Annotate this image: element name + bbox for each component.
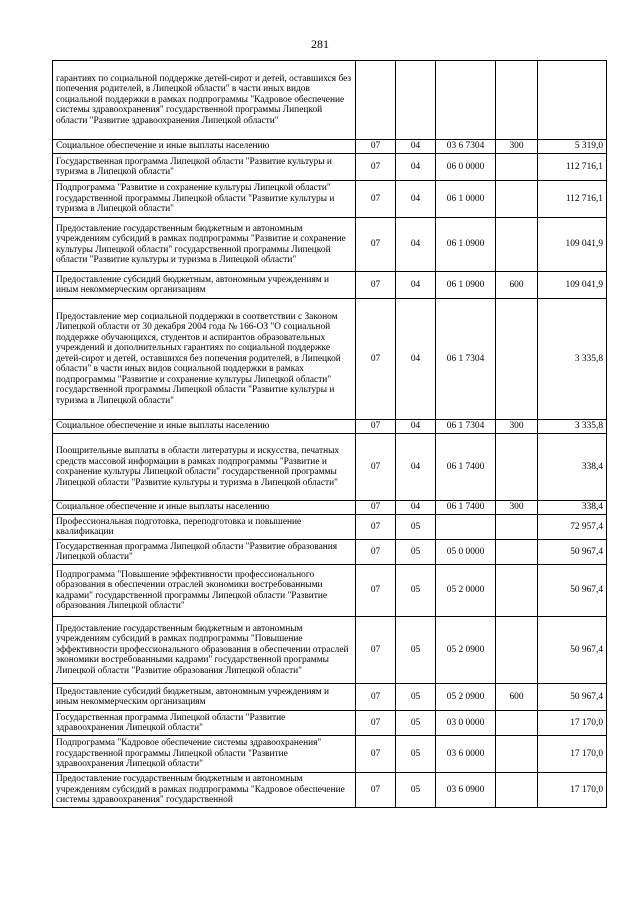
row-subsection-cell: 04 [396,420,436,434]
row-target-article-cell: 06 1 0900 [436,272,496,299]
row-target-article-cell [436,61,496,140]
row-expense-type-cell [496,434,538,501]
row-target-article-cell: 03 6 0900 [436,773,496,808]
row-target-article-cell: 06 0 0000 [436,154,496,181]
row-amount-cell: 109 041,9 [538,218,607,272]
page-number: 281 [311,37,329,51]
row-expense-type-cell [496,617,538,684]
row-subsection-cell: 04 [396,218,436,272]
row-section-cell: 07 [356,515,396,540]
row-subsection-cell: 05 [396,540,436,565]
table-row [53,154,607,181]
row-section-cell [356,61,396,140]
row-amount-cell: 50 967,4 [538,617,607,684]
row-target-article-cell: 06 1 7304 [436,420,496,434]
row-expense-type-cell [496,736,538,773]
row-amount-cell: 3 335,8 [538,420,607,434]
row-subsection-cell: 05 [396,736,436,773]
row-expense-type-cell [496,218,538,272]
row-target-article-cell: 06 1 7400 [436,434,496,501]
row-amount-cell: 112 716,1 [538,154,607,181]
row-expense-type-cell [496,540,538,565]
row-subsection-cell [396,61,436,140]
row-name-cell: Государственная программа Липецкой области "Развитие культуры и туризма в Липецкой области" [53,154,356,181]
row-expense-type-cell [496,154,538,181]
row-subsection-cell: 05 [396,773,436,808]
table-row [53,773,607,808]
row-expense-type-cell [496,515,538,540]
row-target-article-cell: 06 1 7304 [436,299,496,420]
row-section-cell: 07 [356,181,396,218]
row-name-cell: Предоставление государственным бюджетным и автономным учреждениям субсидий в рамках подпрограммы "Кадровое обеспечение системы здравоохранения" государственной [53,773,356,808]
row-name-cell: Подпрограмма "Повышение эффективности профессионального образования в обеспечении отраслей экономики востребованными кадрами" государственной программы Липецкой области "Развитие образования Липецкой области" [53,565,356,617]
budget-table [52,60,607,808]
row-subsection-cell: 05 [396,565,436,617]
row-name-cell: Государственная программа Липецкой области "Развитие образования Липецкой области" [53,540,356,565]
row-subsection-cell: 04 [396,154,436,181]
row-expense-type-cell [496,773,538,808]
row-target-article-cell: 05 2 0000 [436,565,496,617]
row-target-article-cell [436,515,496,540]
row-amount-cell: 5 319,0 [538,140,607,154]
row-name-cell: Социальное обеспечение и иные выплаты населению [53,140,356,154]
row-section-cell: 07 [356,420,396,434]
row-amount-cell: 112 716,1 [538,181,607,218]
row-section-cell: 07 [356,711,396,736]
row-section-cell: 07 [356,565,396,617]
row-section-cell: 07 [356,272,396,299]
row-subsection-cell: 04 [396,140,436,154]
row-amount-cell: 50 967,4 [538,565,607,617]
row-amount-cell: 338,4 [538,501,607,515]
row-target-article-cell: 05 2 0900 [436,617,496,684]
row-subsection-cell: 05 [396,617,436,684]
row-target-article-cell: 05 0 0000 [436,540,496,565]
row-amount-cell: 72 957,4 [538,515,607,540]
row-amount-cell: 17 170,0 [538,773,607,808]
table-row [53,140,607,154]
row-name-cell: Предоставление субсидий бюджетным, автономным учреждениям и иным некоммерческим организациям [53,272,356,299]
row-name-cell: Государственная программа Липецкой области "Развитие здравоохранения Липецкой области" [53,711,356,736]
row-name-cell: Подпрограмма "Кадровое обеспечение системы здравоохранения" государственной программы Липецкой области "Развитие здравоохранения Липецкой области" [53,736,356,773]
row-target-article-cell: 03 6 7304 [436,140,496,154]
table-row [53,565,607,617]
table-row [53,711,607,736]
row-name-cell: Предоставление государственным бюджетным и автономным учреждениям субсидий в рамках подпрограммы "Развитие и сохранение культуры Липецкой области" государственной программы Липецкой области "Развитие культуры и туризма в Липецкой области" [53,218,356,272]
table-row [53,61,607,140]
row-expense-type-cell [496,181,538,218]
table-row [53,434,607,501]
table-row [53,181,607,218]
row-subsection-cell: 04 [396,501,436,515]
row-amount-cell: 50 967,4 [538,540,607,565]
row-section-cell: 07 [356,154,396,181]
row-section-cell: 07 [356,501,396,515]
table-row [53,501,607,515]
row-amount-cell: 3 335,8 [538,299,607,420]
row-amount-cell [538,61,607,140]
row-expense-type-cell: 600 [496,684,538,711]
row-target-article-cell: 03 6 0000 [436,736,496,773]
row-section-cell: 07 [356,540,396,565]
row-amount-cell: 338,4 [538,434,607,501]
row-subsection-cell: 04 [396,272,436,299]
row-expense-type-cell [496,61,538,140]
row-subsection-cell: 05 [396,515,436,540]
row-target-article-cell: 06 1 0900 [436,218,496,272]
row-section-cell: 07 [356,434,396,501]
row-section-cell: 07 [356,617,396,684]
budget-table-body [53,61,607,808]
table-row [53,684,607,711]
table-row [53,420,607,434]
row-target-article-cell: 03 0 0000 [436,711,496,736]
row-section-cell: 07 [356,684,396,711]
row-expense-type-cell [496,711,538,736]
row-name-cell: Предоставление мер социальной поддержки в соответствии с Законом Липецкой области от 30 декабря 2004 года № 166-ОЗ "О социальной поддержке обучающихся, студентов и аспирантов образовательных учреждений и дополнительных гарантиях по социальной поддержке детей-сирот и детей, оставшихся без попечения родителей, в Липецкой области" в части иных видов социальной поддержки в рамках подпрограммы "Развитие и сохранение культуры Липецкой области" государственной программы Липецкой области "Развитие культуры и туризма в Липецкой области" [53,299,356,420]
row-section-cell: 07 [356,773,396,808]
row-name-cell: Предоставление государственным бюджетным и автономным учреждениям субсидий в рамках подпрограммы "Повышение эффективности профессионального образования в обеспечении отраслей экономики востребованными кадрами" государственной программы Липецкой области "Развитие образования Липецкой области" [53,617,356,684]
row-expense-type-cell [496,565,538,617]
row-name-cell: Предоставление субсидий бюджетным, автономным учреждениям и иным некоммерческим организациям [53,684,356,711]
row-expense-type-cell: 300 [496,501,538,515]
table-row [53,218,607,272]
row-amount-cell: 17 170,0 [538,736,607,773]
table-row [53,617,607,684]
row-name-cell: Подпрограмма "Развитие и сохранение культуры Липецкой области" государственной программы Липецкой области "Развитие культуры и туризма в Липецкой области" [53,181,356,218]
row-expense-type-cell: 600 [496,272,538,299]
row-subsection-cell: 05 [396,711,436,736]
row-subsection-cell: 04 [396,181,436,218]
row-target-article-cell: 06 1 0000 [436,181,496,218]
row-section-cell: 07 [356,218,396,272]
row-subsection-cell: 04 [396,434,436,501]
row-section-cell: 07 [356,736,396,773]
row-subsection-cell: 04 [396,299,436,420]
row-name-cell: Поощрительные выплаты в области литературы и искусства, печатных средств массовой информации в рамках подпрограммы "Развитие и сохранение культуры Липецкой области" государственной программы Липецкой области "Развитие культуры и туризма в Липецкой области" [53,434,356,501]
row-expense-type-cell: 300 [496,420,538,434]
row-section-cell: 07 [356,299,396,420]
row-target-article-cell: 06 1 7400 [436,501,496,515]
table-row [53,299,607,420]
row-name-cell: Социальное обеспечение и иные выплаты населению [53,501,356,515]
table-row [53,515,607,540]
table-row [53,540,607,565]
row-name-cell: Социальное обеспечение и иные выплаты населению [53,420,356,434]
row-expense-type-cell [496,299,538,420]
row-section-cell: 07 [356,140,396,154]
table-row [53,272,607,299]
row-subsection-cell: 05 [396,684,436,711]
row-amount-cell: 50 967,4 [538,684,607,711]
row-expense-type-cell: 300 [496,140,538,154]
row-amount-cell: 17 170,0 [538,711,607,736]
table-row [53,736,607,773]
row-amount-cell: 109 041,9 [538,272,607,299]
row-target-article-cell: 05 2 0900 [436,684,496,711]
row-name-cell: Профессиональная подготовка, переподготовка и повышение квалификации [53,515,356,540]
row-name-cell: гарантиях по социальной поддержке детей-сирот и детей, оставшихся без попечения родителей, в Липецкой области" в части иных видов социальной поддержки в рамках подпрограммы "Кадровое обеспечение системы здравоохранения" государственной программы Липецкой области "Развитие здравоохранения Липецкой области" [53,61,356,140]
